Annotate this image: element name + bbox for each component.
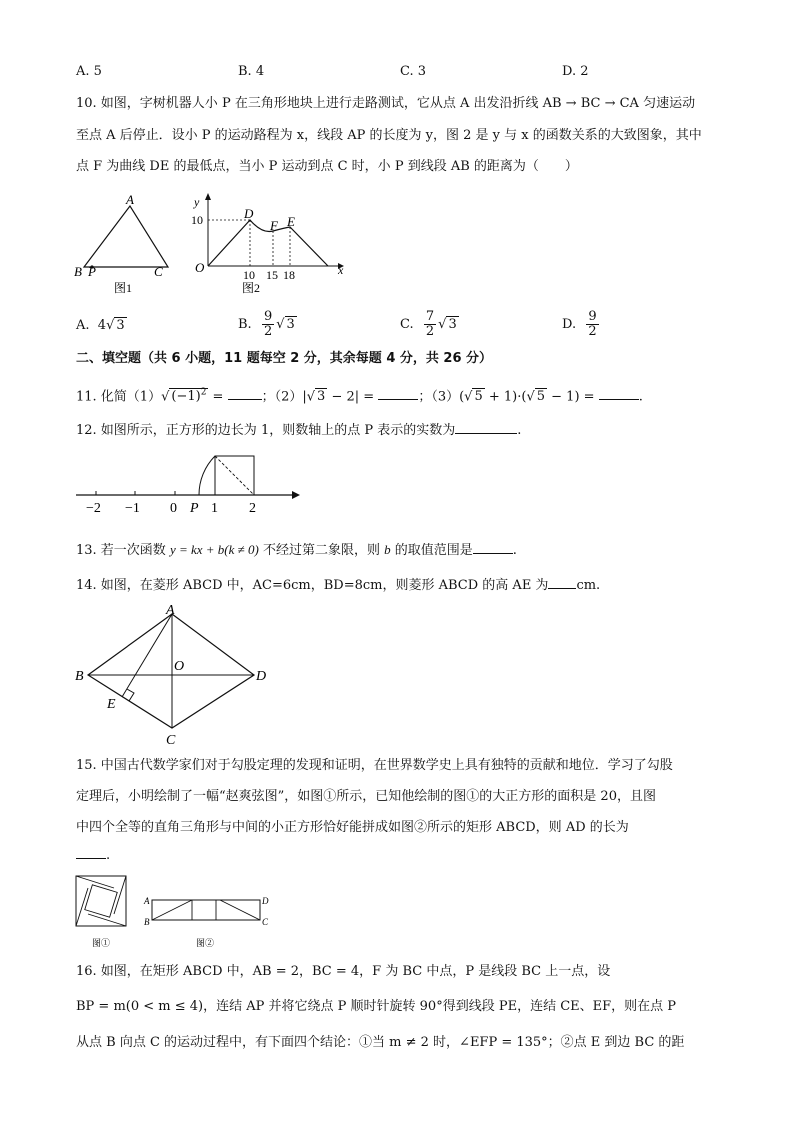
fig2-label-f: F: [270, 218, 278, 233]
fig2-tick-x18: 18: [283, 268, 295, 282]
fig2-label-d: D: [244, 206, 254, 221]
q12-line: 12. 如图所示，正方形的边长为 1，则数轴上的点 P 表示的实数为 .: [76, 423, 522, 438]
fig2-label-y: y: [194, 195, 200, 209]
fig2-label-a: A: [144, 896, 150, 906]
triangle-abc: [84, 206, 168, 267]
label-m2: −2: [86, 501, 101, 516]
q11-line: 11. 化简（1）√ $(-1)^2$ = ；（2）|√ 3 − 2| = ；（3）(√ 5 + 1)·(√ 5 − 1) = .: [76, 388, 643, 405]
q15-line1: 15. 中国古代数学家们对于勾股定理的发现和证明，在世界数学史上具有独特的贡献和地位．学习了勾股: [76, 758, 673, 773]
rectangle-abcd: [152, 900, 260, 920]
q16-line3: 从点 B 向点 C 的运动过程中，有下面四个结论：①当 m ≠ 2 时，∠EFP = 135°；②点 E 到边 BC 的距: [76, 1035, 685, 1050]
fig2-label-b: B: [144, 917, 150, 927]
q10-line2: 至点 A 后停止．设小 P 的运动路程为 x，线段 AP 的长度为 y，图 2 是 y 与 x 的函数关系的大致图象，其中: [76, 128, 702, 143]
q15-line3: 中四个全等的直角三角形与中间的小正方形恰好能拼成如图②所示的矩形 ABCD，则 AD 的长为: [76, 820, 629, 835]
arc: [199, 456, 215, 495]
q9-option-c: C. 3: [400, 64, 427, 79]
q13-line: 13. 若一次函数 y = kx + b(k ≠ 0) 不经过第二象限，则 b 的取值范围是 .: [76, 542, 517, 558]
q10-line1: 10. 如图，字树机器人小 P 在三角形地块上进行走路测试，它从点 A 出发沿折线 AB → BC → CA 匀速运动: [76, 96, 696, 111]
fig1-caption: 图1: [114, 281, 133, 295]
q9-option-b: B. 4: [238, 64, 265, 79]
q14-line: 14. 如图，在菱形 ABCD 中，AC=6cm，BD=8cm，则菱形 ABCD 的高 AE 为 cm.: [76, 578, 601, 593]
q10-option-a: A. 4√ 3: [76, 318, 125, 333]
q16-line2: BP = m(0 < m ≤ 4)，连结 AP 并将它绕点 P 顺时针旋转 90°得到线段 PE，连结 CE、EF，则在点 P: [76, 999, 677, 1014]
y-axis-arrow: [205, 193, 211, 200]
section-heading: 二、填空题（共 6 小题，11 题每空 2 分，其余每题 4 分，共 26 分）: [76, 351, 493, 366]
fig2-label-o: O: [195, 260, 205, 275]
q15-figures: [74, 874, 274, 954]
q10-line3: 点 F 为曲线 DE 的最低点，当小 P 运动到点 C 时，小 P 到线段 AB 的距离为（ ）: [76, 159, 578, 174]
function-curve: [208, 220, 328, 266]
fig2-tick-x15: 15: [266, 268, 278, 282]
q10-figure1: [70, 192, 180, 302]
q9-option-d: D. 2: [562, 64, 589, 79]
fig1-line-b: [114, 876, 126, 914]
q10-option-b: B. $\frac{9}{2}$ √ 3: [238, 309, 295, 339]
q16-line1: 16. 如图，在矩形 ABCD 中，AB = 2，BC = 4，F 为 BC 中点，P 是线段 BC 上一点，设: [76, 964, 611, 979]
q12-number-line: [74, 450, 304, 520]
right-angle-mark: [127, 689, 134, 701]
q10-figure2: [190, 190, 350, 300]
fig1-label-c: C: [154, 264, 163, 279]
fig2-caption: 图②: [196, 938, 215, 948]
fig2-diag-left: [152, 900, 192, 920]
fig2-diag-right: [220, 900, 260, 920]
label-0: 0: [170, 501, 177, 516]
fig2-label-c: C: [262, 917, 269, 927]
q10-option-d: D. $\frac{9}{2}$: [562, 309, 597, 339]
fig2-label-e: E: [287, 214, 295, 229]
fig1-caption: 图①: [92, 938, 111, 948]
fig2-caption: 图2: [242, 281, 261, 295]
label-b: B: [75, 669, 84, 684]
label-d: D: [256, 669, 267, 684]
label-p: P: [190, 501, 199, 516]
fig1-line-a: [76, 876, 114, 888]
fig1-label-p: P: [88, 264, 96, 279]
fig2-tick-x10: 10: [243, 268, 255, 282]
fig1-label-b: B: [74, 264, 82, 279]
q14-rhombus-figure: [72, 604, 272, 746]
label-m1: −1: [125, 501, 140, 516]
label-2: 2: [249, 501, 256, 516]
label-c: C: [166, 733, 176, 748]
fig1-line-d: [76, 888, 88, 926]
fig2-tick-y10: 10: [191, 213, 203, 227]
fig1-line-c: [88, 914, 126, 926]
q9-option-a: A. 5: [76, 64, 102, 79]
fig1-label-a: A: [126, 192, 134, 207]
q15-answer-blank: .: [76, 846, 110, 866]
q15-line2: 定理后，小明绘制了一幅“赵爽弦图”，如图①所示，已知他绘制的图①的大正方形的面积是 20，且图: [76, 789, 656, 804]
small-square: [85, 885, 117, 917]
label-1: 1: [211, 501, 218, 516]
label-a: A: [166, 603, 175, 618]
label-e: E: [107, 697, 116, 712]
fig2-label-x: x: [338, 263, 344, 277]
fig2-label-d: D: [262, 896, 269, 906]
axis-arrow: [292, 491, 300, 499]
q10-option-c: C. $\frac{7}{2}$ √ 3: [400, 309, 457, 339]
label-o: O: [174, 659, 185, 674]
height-ae: [122, 614, 172, 697]
diagonal-dashed: [215, 456, 254, 495]
